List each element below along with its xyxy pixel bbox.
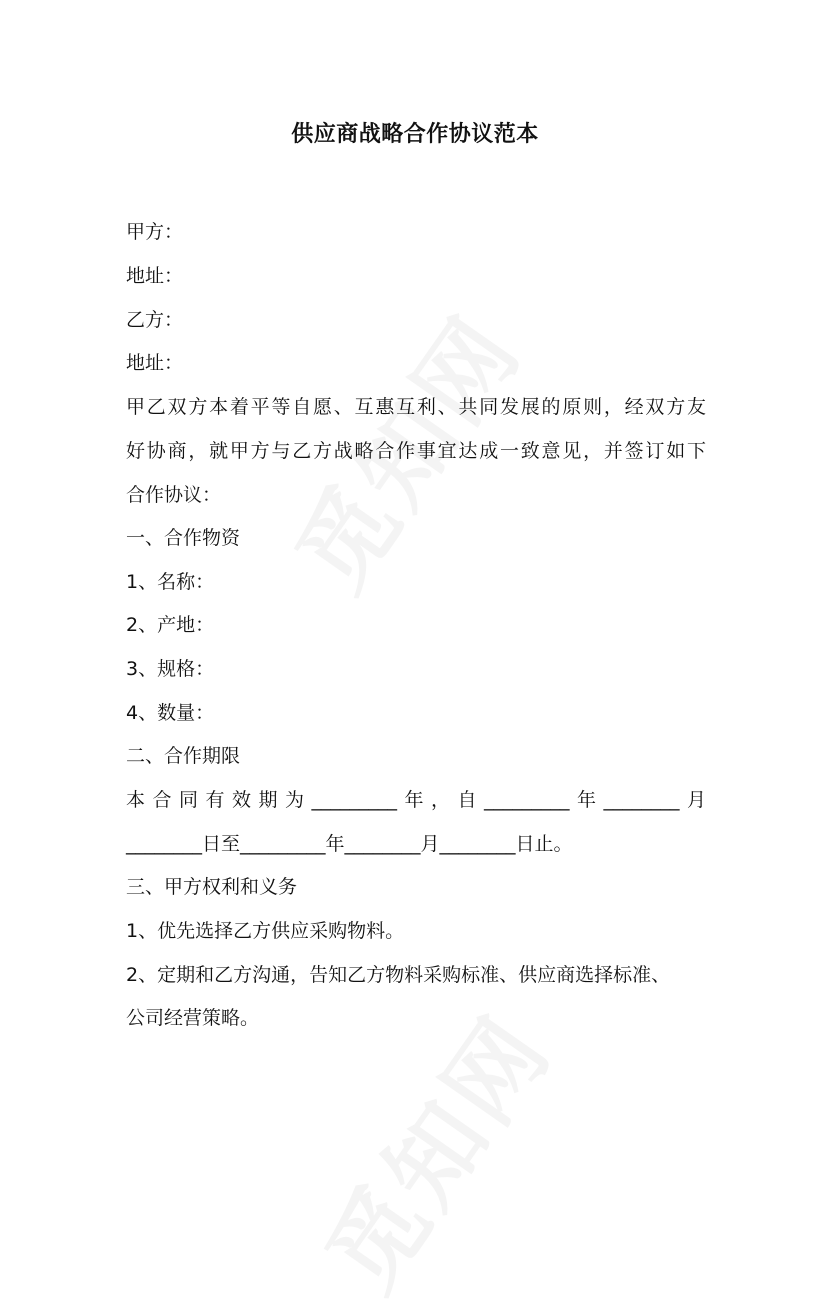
party-a-right-1: 1、优先选择乙方供应采购物料。 xyxy=(126,920,405,942)
intro-paragraph-line-2: 好协商，就甲方与乙方战略合作事宜达成一致意见，并签订如下 xyxy=(126,440,706,462)
material-spec-label: 3、规格： xyxy=(126,658,215,680)
section-heading-cooperation-period: 二、合作期限 xyxy=(126,745,241,767)
document-title: 供应商战略合作协议范本 xyxy=(291,122,539,147)
watermark-bottom xyxy=(289,984,577,1313)
material-origin-label: 2、产地： xyxy=(126,614,215,636)
material-name-label: 1、名称： xyxy=(126,571,215,593)
party-a-label: 甲方： xyxy=(126,221,184,243)
period-line-1: 本合同有效期为_________年，自_________年________月 xyxy=(126,789,706,811)
party-b-label: 乙方： xyxy=(126,309,184,331)
material-quantity-label: 4、数量： xyxy=(126,702,215,724)
intro-paragraph-line-1: 甲乙双方本着平等自愿、互惠互利、共同发展的原则，经双方友 xyxy=(126,396,706,418)
section-heading-cooperation-materials: 一、合作物资 xyxy=(126,527,241,549)
period-line-2: ________日至_________年________月________日止。 xyxy=(126,833,573,855)
party-a-right-2-line-1: 2、定期和乙方沟通，告知乙方物料采购标准、供应商选择标准、 xyxy=(126,964,671,986)
party-a-right-2-line-2: 公司经营策略。 xyxy=(126,1007,260,1029)
party-b-address-label: 地址： xyxy=(126,352,184,374)
section-heading-party-a-rights: 三、甲方权利和义务 xyxy=(126,876,298,898)
intro-paragraph-line-3: 合作协议： xyxy=(126,484,222,506)
party-a-address-label: 地址： xyxy=(126,265,184,287)
